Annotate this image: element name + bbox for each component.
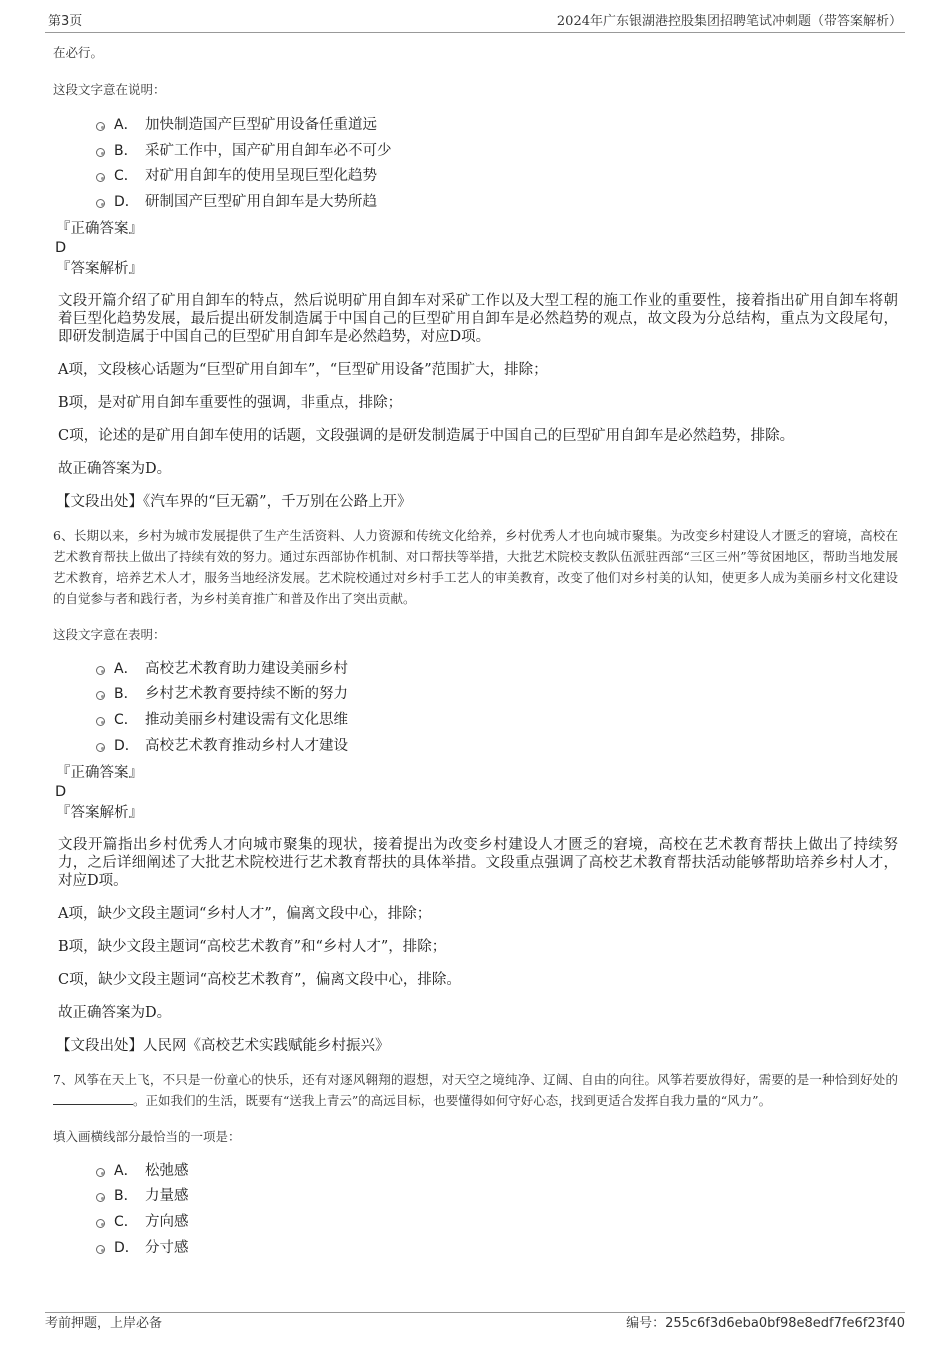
q6-answer: D xyxy=(55,783,67,800)
q5-option-d[interactable]: D． 研制国产巨型矿用自卸车是大势所趋 xyxy=(53,190,898,216)
q6-option-c[interactable]: C． 推动美丽乡村建设需有文化思维 xyxy=(53,708,898,734)
q7-text: 7、风筝在天上飞，不只是一份童心的快乐，还有对逐风翱翔的遐想，对天空之境纯净、辽阔、自由的向往。风筝若要放得好，需要的是一种恰到好处的。正如我们的生活，既要有“送我上青云”的高远目标，也要懂得如何守好心态，找到更适合发挥自我力量的“风力”。 xyxy=(53,1071,898,1108)
q6-text: 6、长期以来，乡村为城市发展提供了生产生活资料、人力资源和传统文化给养，乡村优秀人才也向城市聚集。为改变乡村建设人才匮乏的窘境，高校在艺术教育帮扶上做出了持续有效的努力。通过东西部协作机制、对口帮扶等举措，大批艺术院校支教队伍派驻西部“三区三州”等贫困地区，帮助当地发展艺术教育，培养艺术人才，服务当地经济发展。艺术院校通过对乡村手工艺人的审美教育，改变了他们对乡村美的认知，使更多人成为美丽乡村文化建设的自觉参与者和践行者，为乡村美育推广和普及作出了突出贡献。 xyxy=(53,527,898,606)
q5-option-a[interactable]: A． 加快制造国产巨型矿用设备任重道远 xyxy=(53,113,898,139)
q5-prompt: 这段文字意在说明： xyxy=(53,82,166,97)
q6-prompt: 这段文字意在表明： xyxy=(53,626,166,642)
q5-analysis-label: 『答案解析』 xyxy=(56,260,143,277)
page-footer xyxy=(45,1312,905,1333)
q6-analysis-b: B项，缺少文段主题词“高校艺术教育”和“乡村人才”，排除； xyxy=(58,938,447,955)
q5-source: 【文段出处】《汽车界的“巨无霸”，千万别在公路上开》 xyxy=(56,493,412,510)
q6-option-b[interactable]: B． 乡村艺术教育要持续不断的努力 xyxy=(53,682,898,708)
q5-analysis-c: C项，论述的是矿用自卸车使用的话题，文段强调的是研发制造属于中国自己的巨型矿用自卸车是必然趋势，排除。 xyxy=(58,427,795,444)
q6-option-d[interactable]: D． 高校艺术教育推动乡村人才建设 xyxy=(53,734,898,760)
q6-analysis-c: C项，缺少文段主题词“高校艺术教育”，偏离文段中心，排除。 xyxy=(58,971,461,988)
q6-analysis-conclusion: 故正确答案为D。 xyxy=(58,1004,172,1021)
radio-icon[interactable] xyxy=(96,148,105,157)
radio-icon[interactable] xyxy=(96,666,105,675)
q5-answer: D xyxy=(55,239,67,256)
q5-analysis-a: A项，文段核心话题为“巨型矿用自卸车”，“巨型矿用设备”范围扩大，排除； xyxy=(58,361,548,378)
q6-analysis-main: 文段开篇指出乡村优秀人才向城市聚集的现状，接着提出为改变乡村建设人才匮乏的窘境，高校在艺术教育帮扶上做出了持续努力，之后详细阐述了大批艺术院校进行艺术教育帮扶的具体举措。文段重点强调了高校艺术教育帮扶活动能够帮助培养乡村人才，对应D项。 xyxy=(58,836,898,889)
q6-options xyxy=(53,657,898,760)
q6-source: 【文段出处】人民网《高校艺术实践赋能乡村振兴》 xyxy=(56,1037,390,1054)
radio-icon[interactable] xyxy=(96,1219,105,1228)
q7-prompt: 填入画横线部分最恰当的一项是： xyxy=(53,1128,241,1144)
document-code: 编号：255c6f3d6eba0bf98e8edf7fe6f23f40 xyxy=(626,1316,905,1331)
radio-icon[interactable] xyxy=(96,1193,105,1202)
document-title: 2024年广东银湖港控股集团招聘笔试冲刺题（带答案解析） xyxy=(556,14,902,29)
q6-answer-label: 『正确答案』 xyxy=(56,764,143,781)
radio-icon[interactable] xyxy=(96,199,105,208)
q6-analysis-a: A项，缺少文段主题词“乡村人才”，偏离文段中心，排除； xyxy=(58,905,432,922)
radio-icon[interactable] xyxy=(96,1245,105,1254)
q5-analysis-main: 文段开篇介绍了矿用自卸车的特点，然后说明矿用自卸车对采矿工作以及大型工程的施工作业的重要性，接着指出矿用自卸车将朝着巨型化趋势发展，最后提出研发制造属于中国自己的巨型矿用自卸车是必然趋势的观点，故文段为分总结构，重点为文段尾句，即研发制造属于中国自己的巨型矿用自卸车是必然趋势，对应D项。 xyxy=(58,292,898,345)
radio-icon[interactable] xyxy=(96,743,105,752)
q5-options xyxy=(53,113,898,216)
footer-slogan: 考前押题，上岸必备 xyxy=(45,1316,163,1331)
q7-options xyxy=(53,1159,898,1262)
q7-option-a[interactable]: A． 松弛感 xyxy=(53,1159,898,1185)
q5-option-c[interactable]: C． 对矿用自卸车的使用呈现巨型化趋势 xyxy=(53,164,898,190)
fill-blank xyxy=(53,1092,133,1105)
page-header xyxy=(45,12,905,33)
q7-option-b[interactable]: B． 力量感 xyxy=(53,1184,898,1210)
page-number: 第3页 xyxy=(48,14,83,29)
page-content xyxy=(53,40,898,1261)
radio-icon[interactable] xyxy=(96,717,105,726)
radio-icon[interactable] xyxy=(96,691,105,700)
radio-icon[interactable] xyxy=(96,1168,105,1177)
q6-analysis-label: 『答案解析』 xyxy=(56,804,143,821)
q7-option-c[interactable]: C． 方向感 xyxy=(53,1210,898,1236)
q5-continuation: 在必行。 xyxy=(53,45,104,60)
q5-analysis-conclusion: 故正确答案为D。 xyxy=(58,460,172,477)
q5-option-b[interactable]: B． 采矿工作中，国产矿用自卸车必不可少 xyxy=(53,139,898,165)
q7-option-d[interactable]: D． 分寸感 xyxy=(53,1236,898,1262)
radio-icon[interactable] xyxy=(96,173,105,182)
radio-icon[interactable] xyxy=(96,122,105,131)
q6-option-a[interactable]: A． 高校艺术教育助力建设美丽乡村 xyxy=(53,657,898,683)
q5-analysis-b: B项，是对矿用自卸车重要性的强调，非重点，排除； xyxy=(58,394,403,411)
q5-answer-label: 『正确答案』 xyxy=(56,220,143,237)
